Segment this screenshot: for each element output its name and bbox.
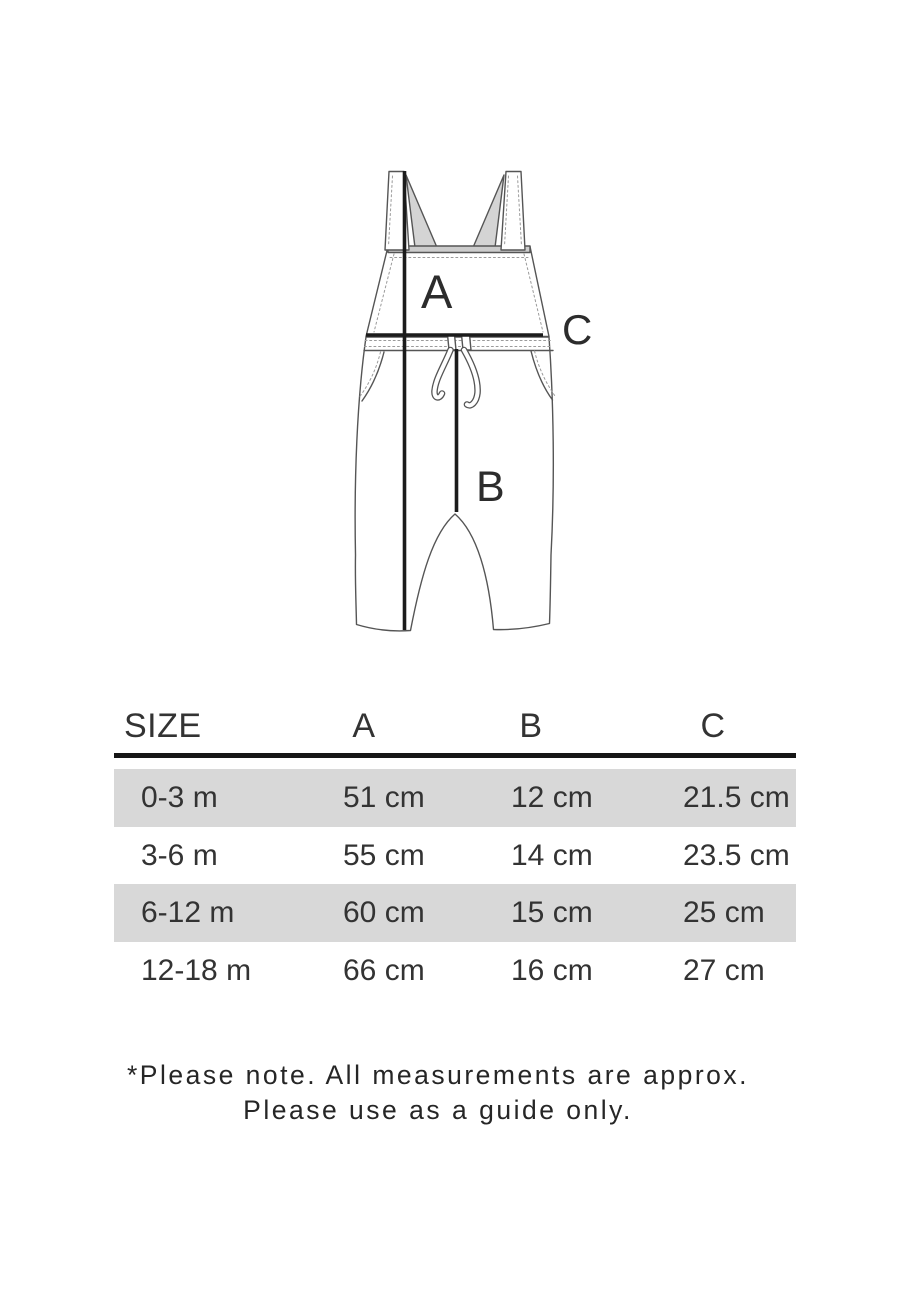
cell-a: 66 cm xyxy=(343,953,425,987)
size-table-body xyxy=(114,769,796,999)
measure-label-b: B xyxy=(476,463,505,511)
cell-b: 16 cm xyxy=(511,953,593,987)
back-strap-left-shade xyxy=(406,175,437,248)
table-row xyxy=(114,942,796,1000)
size-table-header xyxy=(114,704,796,748)
header-a: A xyxy=(352,707,376,745)
pants-body xyxy=(355,337,553,631)
bib-panel xyxy=(366,247,549,337)
cell-size: 12-18 m xyxy=(141,953,252,987)
back-strap-right-shade xyxy=(473,175,504,248)
cell-b: 15 cm xyxy=(511,896,593,929)
cell-b: 12 cm xyxy=(511,781,593,814)
measure-label-c: C xyxy=(562,306,593,353)
table-row xyxy=(114,827,796,885)
measure-label-a: A xyxy=(421,265,453,318)
cell-size: 0-3 m xyxy=(141,781,218,814)
cell-size: 6-12 m xyxy=(141,896,235,929)
cell-a: 55 cm xyxy=(343,838,425,872)
cell-c: 21.5 cm xyxy=(683,781,790,814)
header-rule xyxy=(114,753,796,758)
measurement-disclaimer xyxy=(0,1058,892,1127)
table-row xyxy=(114,884,796,942)
cell-a: 60 cm xyxy=(343,896,425,929)
cell-a: 51 cm xyxy=(343,781,425,814)
table-row xyxy=(114,769,796,827)
cell-size: 3-6 m xyxy=(141,838,218,872)
cell-b: 14 cm xyxy=(511,838,593,872)
header-c: C xyxy=(700,707,726,745)
header-size: SIZE xyxy=(124,707,202,745)
cell-c: 25 cm xyxy=(683,896,765,929)
disclaimer-line-1: *Please note. All measurements are approx. xyxy=(126,1060,750,1090)
disclaimer-line-2: Please use as a guide only. xyxy=(243,1094,633,1125)
cell-c: 23.5 cm xyxy=(683,838,790,872)
header-b: B xyxy=(519,707,543,745)
cell-c: 27 cm xyxy=(683,953,765,987)
